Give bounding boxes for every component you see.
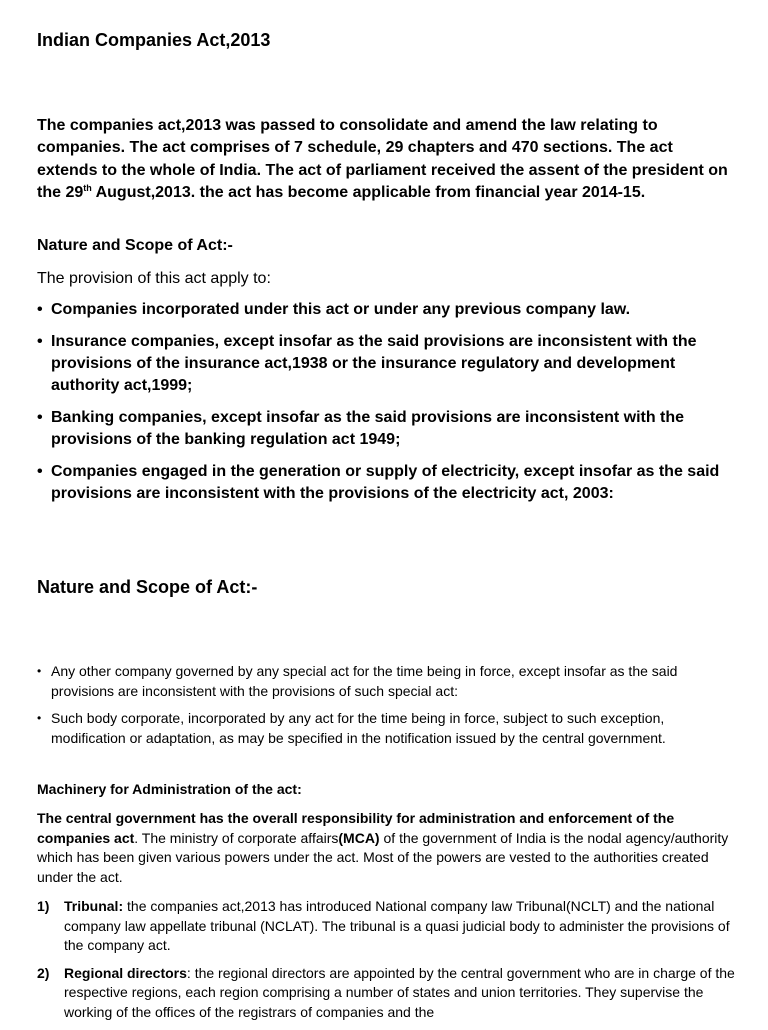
intro-superscript: th [83,182,92,193]
item-text: : the regional directors are appointed by the central government who are in charge of the respective regions, each region comprising a number of states and union territories. They supervise the working of the offices of the registrars of companies and the [64,964,735,1020]
central-government-paragraph [37,809,742,887]
scope-bullet-list-continued [37,662,737,756]
list-item: • Companies engaged in the generation or supply of electricity, except insofar as the said provisions are inconsistent with the provisions of the electricity act, 2003: [37,461,737,505]
central-bold-text: The central government has the overall responsibility for administration and enforcement of the companies act [37,810,675,846]
scope-bullet-list [37,299,737,515]
slide-2 [0,540,768,1024]
mca-bold-text: (MCA) [338,829,380,846]
list-item [37,897,742,956]
intro-text-part1: The companies act,2013 was passed to consolidate and amend the law relating to companies. The act comprises of 7 schedule, 29 chapters and 470 sections. The act extends to the whole of India. The act of parliament received the assent of the president on the 29 [37,117,728,201]
item-term: Tribunal: [64,898,124,914]
list-item: • Such body corporate, incorporated by any act for the time being in force, subject to such exception, modification or adaptation, as may be specified in the notification issued by the central government. [37,709,737,748]
slide-title: Nature and Scope of Act:- [37,577,258,597]
list-item [37,964,742,1023]
item-text: the companies act,2013 has introduced National company law Tribunal(NCLT) and the national company law appellate tribunal (NCLAT). The tribunal is a quasi judicial body to administer the provisions of the company act. [64,898,730,953]
item-number: 2) [37,964,50,981]
provision-text: The provision of this act apply to: [37,270,271,287]
intro-paragraph [37,115,737,204]
machinery-heading: Machinery for Administration of the act: [37,781,302,797]
list-item: • Companies incorporated under this act or under any previous company law. [37,299,737,321]
list-item: • Banking companies, except insofar as the said provisions are inconsistent with the provisions of the banking regulation act 1949; [37,407,737,451]
authorities-list [37,897,742,1030]
list-item: • Insurance companies, except insofar as the said provisions are inconsistent with the provisions of the insurance act,1938 or the insurance regulatory and development authority act,1999; [37,331,737,397]
central-text-1: . The ministry of corporate affairs [134,829,339,846]
section-heading: Nature and Scope of Act:- [37,237,233,254]
item-number: 1) [37,898,50,914]
document-title: Indian Companies Act,2013 [37,30,271,50]
list-item: • Any other company governed by any special act for the time being in force, except insofar as the said provisions are inconsistent with the provisions of such special act: [37,662,737,701]
central-text-2: of the government of India is the nodal agency/authority which has been given various powers under the act. Most of the powers are vested to the authorities created under the act. [37,829,729,885]
item-term: Regional directors [64,964,187,981]
intro-text-part2: August,2013. the act has become applicable from financial year 2014-15. [91,183,646,201]
